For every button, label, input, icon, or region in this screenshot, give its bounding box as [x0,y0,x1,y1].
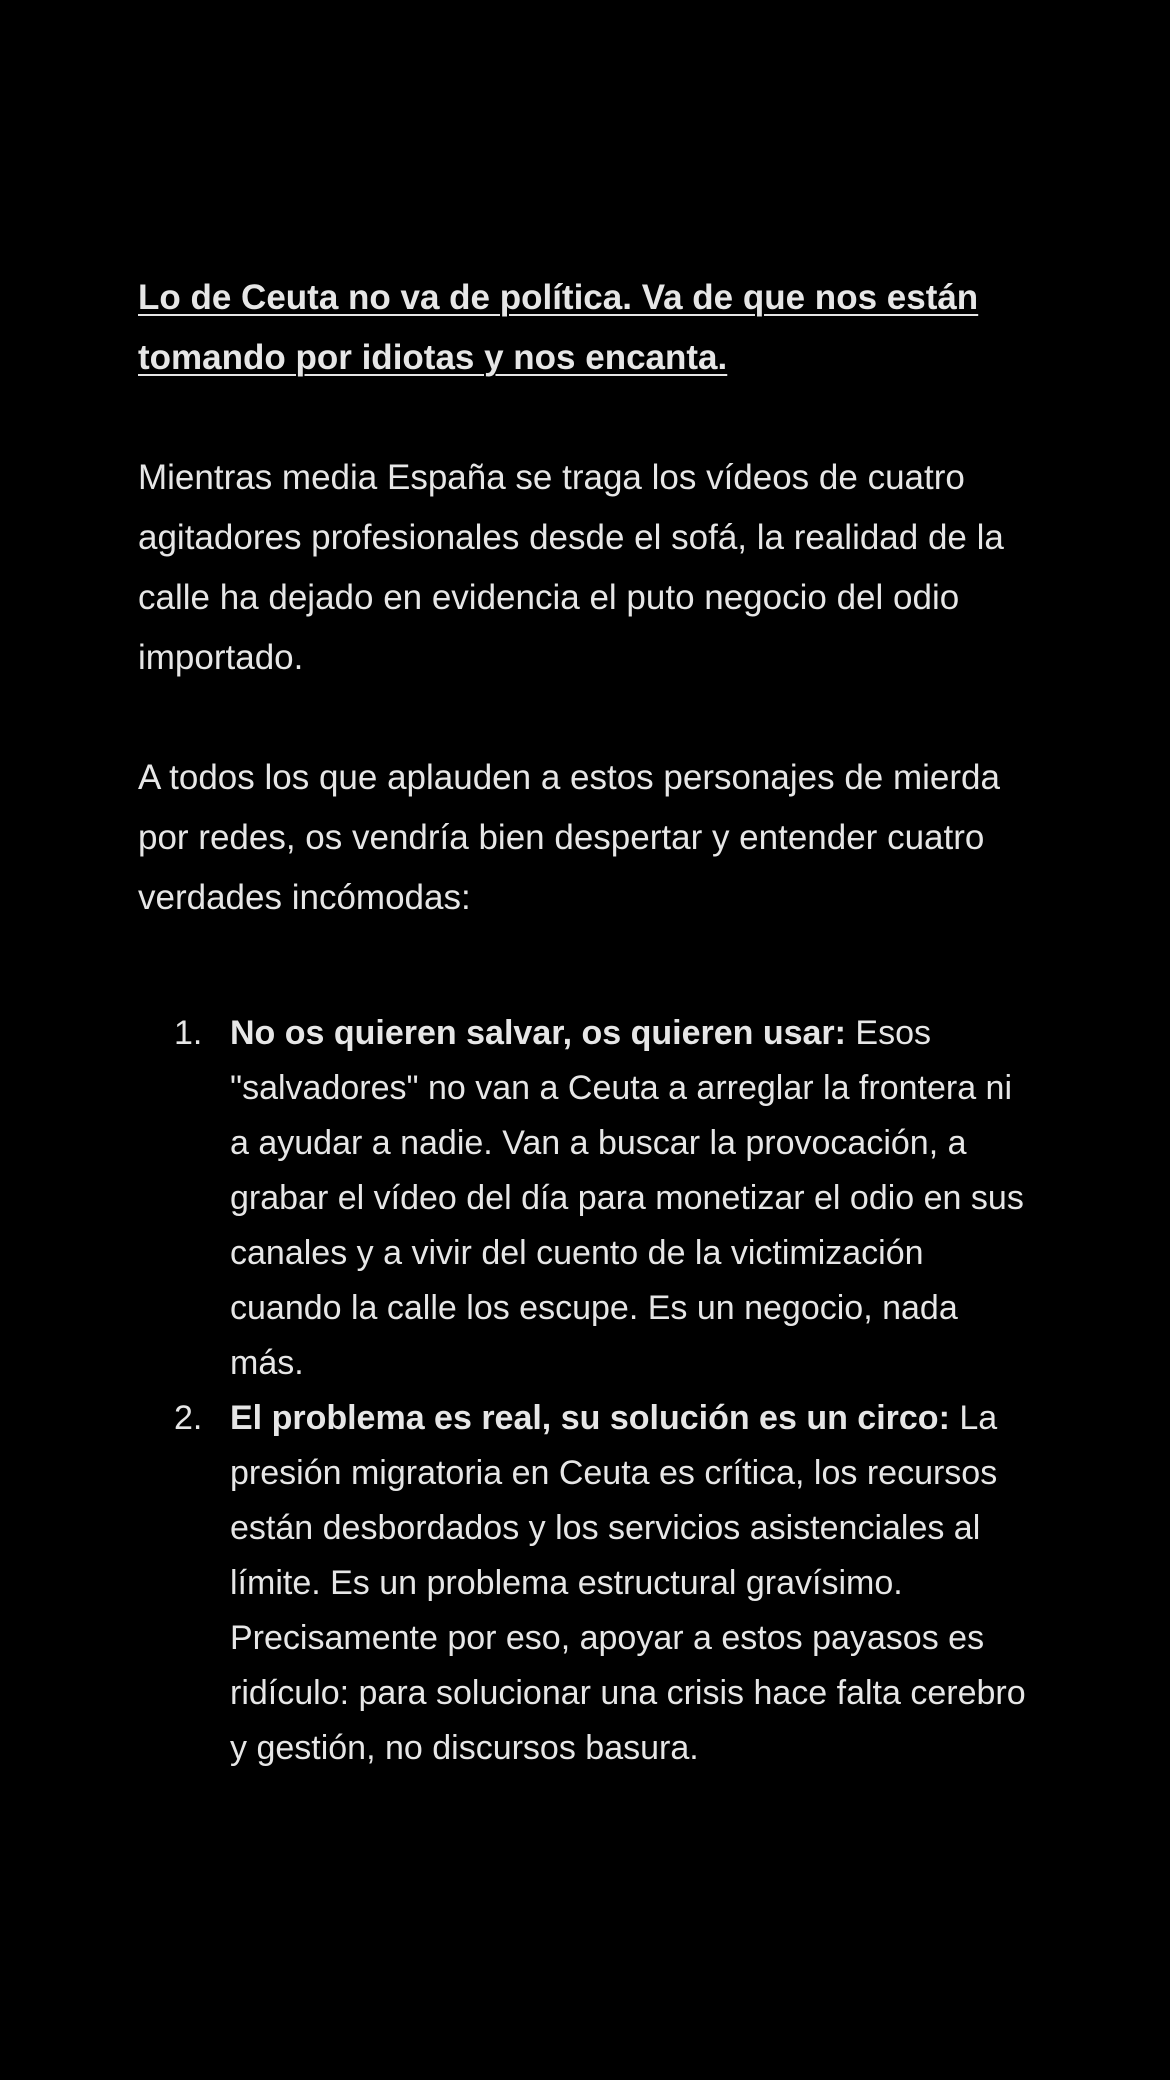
list-item-number: 1. [174,1014,203,1052]
paragraph-call-out: A todos los que aplauden a estos personajes de mierda por redes, os vendría bien despertar y entender cuatro verdades incómodas: [138,758,1000,917]
list-item-number: 2. [174,1399,203,1437]
list-item-heading: El problema es real, su solución es un circo: [230,1399,950,1437]
post-content [138,268,1038,1776]
list-item-heading: No os quieren salvar, os quieren usar: [230,1014,846,1052]
list-item-text: Esos "salvadores" no van a Ceuta a arreglar la frontera ni a ayudar a nadie. Van a buscar la provocación, a grabar el vídeo del día para monetizar el odio en sus canales y a vivir del cuento de la victimización cuando la calle los escupe. Es un negocio, nada más. [230,1014,1024,1382]
list-item-text: La presión migratoria en Ceuta es crítica, los recursos están desbordados y los servicios asistenciales al límite. Es un problema estructural gravísimo. Precisamente por eso, apoyar a estos payasos es ridículo: para solucionar una crisis hace falta cerebro y gestión, no discursos basura. [230,1399,1026,1767]
post-headline: Lo de Ceuta no va de política. Va de que nos están tomando por idiotas y nos encanta. [138,278,979,377]
truths-list [138,1006,1038,1776]
paragraph-intro: Mientras media España se traga los vídeos de cuatro agitadores profesionales desde el sofá, la realidad de la calle ha dejado en evidencia el puto negocio del odio importado. [138,458,1004,677]
list-item [138,1391,1038,1776]
list-item [138,1006,1038,1391]
truths-list-wrapper [138,988,1038,1776]
